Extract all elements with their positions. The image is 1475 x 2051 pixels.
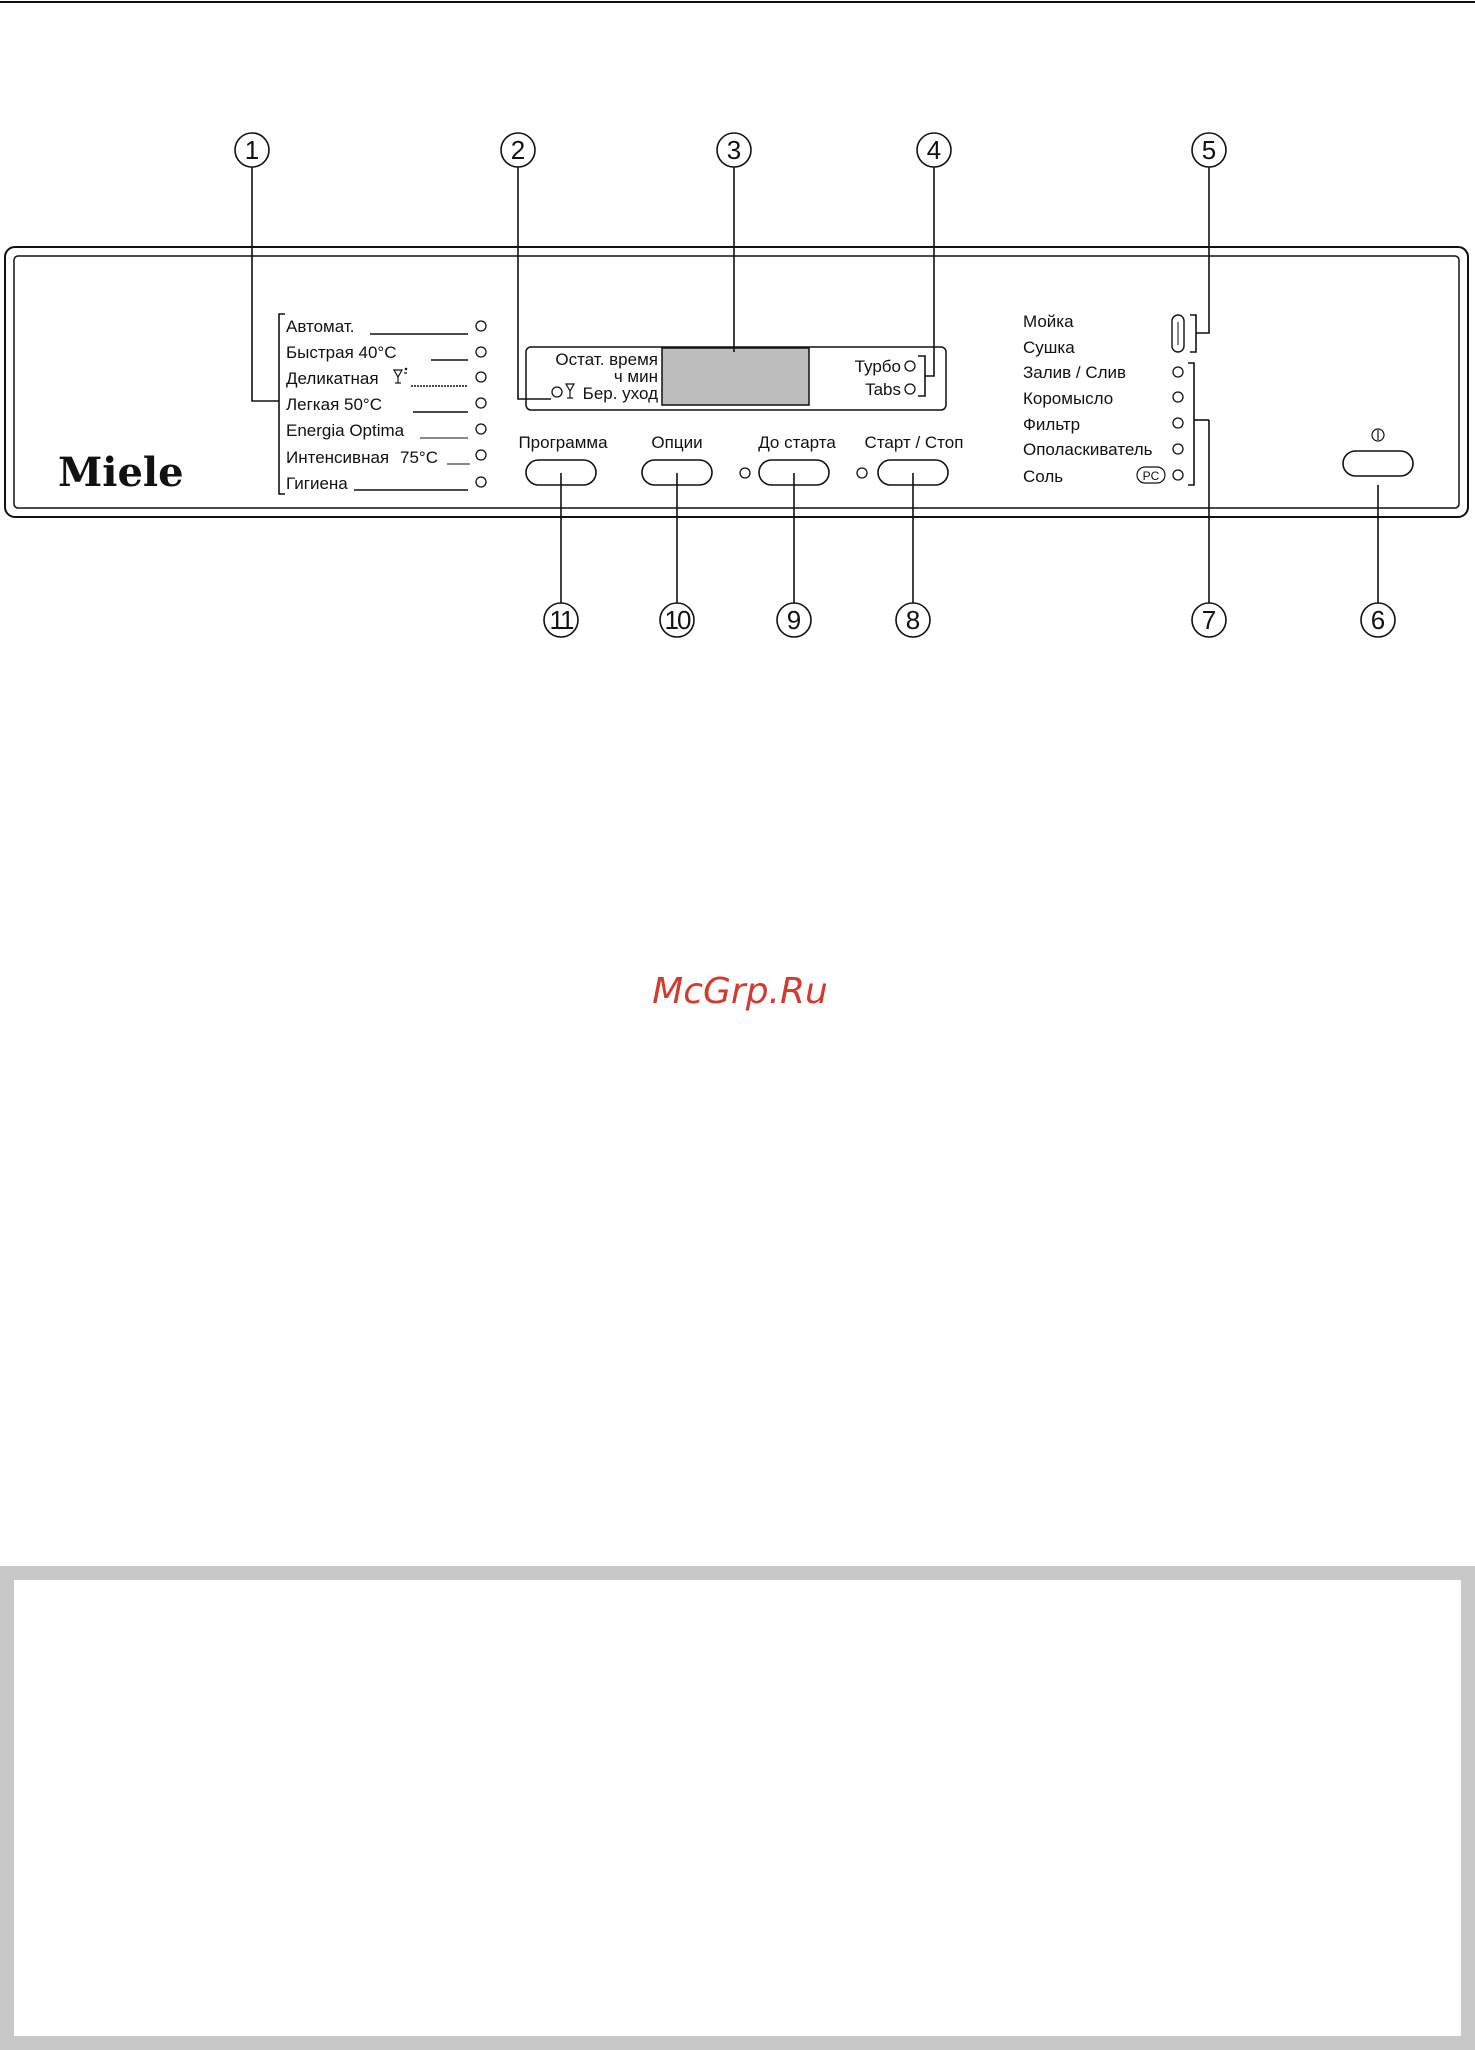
- program-label: Автомат.: [286, 317, 355, 336]
- indicator-bracket: [1188, 363, 1194, 485]
- program-label: Быстрая 40°C: [286, 343, 397, 362]
- program-bracket: [279, 314, 285, 494]
- indicator-leds: [1173, 367, 1183, 480]
- callout-leaders: [252, 167, 1378, 603]
- callout-5: 5: [1201, 135, 1217, 165]
- delay-button-label: До старта: [758, 433, 836, 452]
- indicator-label: Залив / Слив: [1023, 363, 1127, 382]
- callout-2: 2: [510, 135, 526, 165]
- tabs-label: Tabs: [865, 380, 901, 399]
- delay-led: [740, 468, 750, 478]
- wash-phase-label: Мойка: [1023, 312, 1074, 331]
- bottom-frame: [7, 1573, 1468, 2043]
- watermark: McGrp.Ru: [652, 971, 828, 1012]
- callout-1: 1: [244, 135, 260, 165]
- program-led: [476, 424, 486, 434]
- program-temp-label: 75°C: [400, 448, 438, 467]
- program-label: Легкая 50°C: [286, 395, 382, 414]
- callout-4: 4: [926, 135, 942, 165]
- turbo-label: Турбо: [854, 357, 901, 376]
- callout-circles: [235, 133, 1395, 637]
- start-stop-led: [857, 468, 867, 478]
- callout-6: 6: [1370, 605, 1386, 635]
- miele-logo: Miele: [58, 449, 184, 496]
- power-button[interactable]: [1343, 451, 1413, 476]
- time-display: [662, 348, 809, 405]
- program-label: Интенсивная: [286, 448, 390, 467]
- callout-9: 9: [786, 605, 802, 635]
- start-stop-button-label: Старт / Стоп: [864, 433, 964, 452]
- indicator-label: Ополаскиватель: [1023, 440, 1153, 459]
- indicator-led: [1173, 367, 1183, 377]
- time-units-label: ч мин: [613, 367, 658, 386]
- options-bracket: [918, 356, 925, 396]
- program-label: Деликатная: [286, 369, 379, 388]
- care-label: Бер. уход: [582, 384, 658, 403]
- program-led: [476, 398, 486, 408]
- program-led: [476, 372, 486, 382]
- program-led: [476, 450, 486, 460]
- callout-3: 3: [726, 135, 742, 165]
- indicator-led: [1173, 470, 1183, 480]
- program-leds: [476, 321, 486, 487]
- care-led: [552, 387, 562, 397]
- program-led: [476, 477, 486, 487]
- program-led: [476, 321, 486, 331]
- options-button-label: Опции: [651, 433, 703, 452]
- callout-7: 7: [1201, 605, 1217, 635]
- indicator-label: Коромысло: [1023, 389, 1114, 408]
- salt-badge-text: PC: [1142, 469, 1160, 483]
- indicator-led: [1173, 444, 1183, 454]
- program-button-label: Программа: [518, 433, 608, 452]
- callout-8: 8: [905, 605, 921, 635]
- tabs-led: [905, 384, 915, 394]
- glass-icon: [566, 384, 574, 398]
- dry-phase-label: Сушка: [1023, 338, 1075, 357]
- turbo-led: [905, 361, 915, 371]
- indicator-led: [1173, 392, 1183, 402]
- program-led: [476, 347, 486, 357]
- program-list: [286, 317, 438, 493]
- indicator-label: Фильтр: [1023, 415, 1081, 434]
- callout-10: 10: [664, 605, 690, 635]
- program-label: Гигиена: [286, 474, 348, 493]
- callout-11: 11: [549, 605, 573, 635]
- glass-icon: [394, 368, 407, 383]
- remaining-time-label: Остат. время: [555, 350, 658, 369]
- program-label: Energia Optima: [286, 421, 405, 440]
- phase-bracket: [1190, 315, 1196, 352]
- indicator-led: [1173, 418, 1183, 428]
- indicator-label: Соль: [1023, 467, 1064, 486]
